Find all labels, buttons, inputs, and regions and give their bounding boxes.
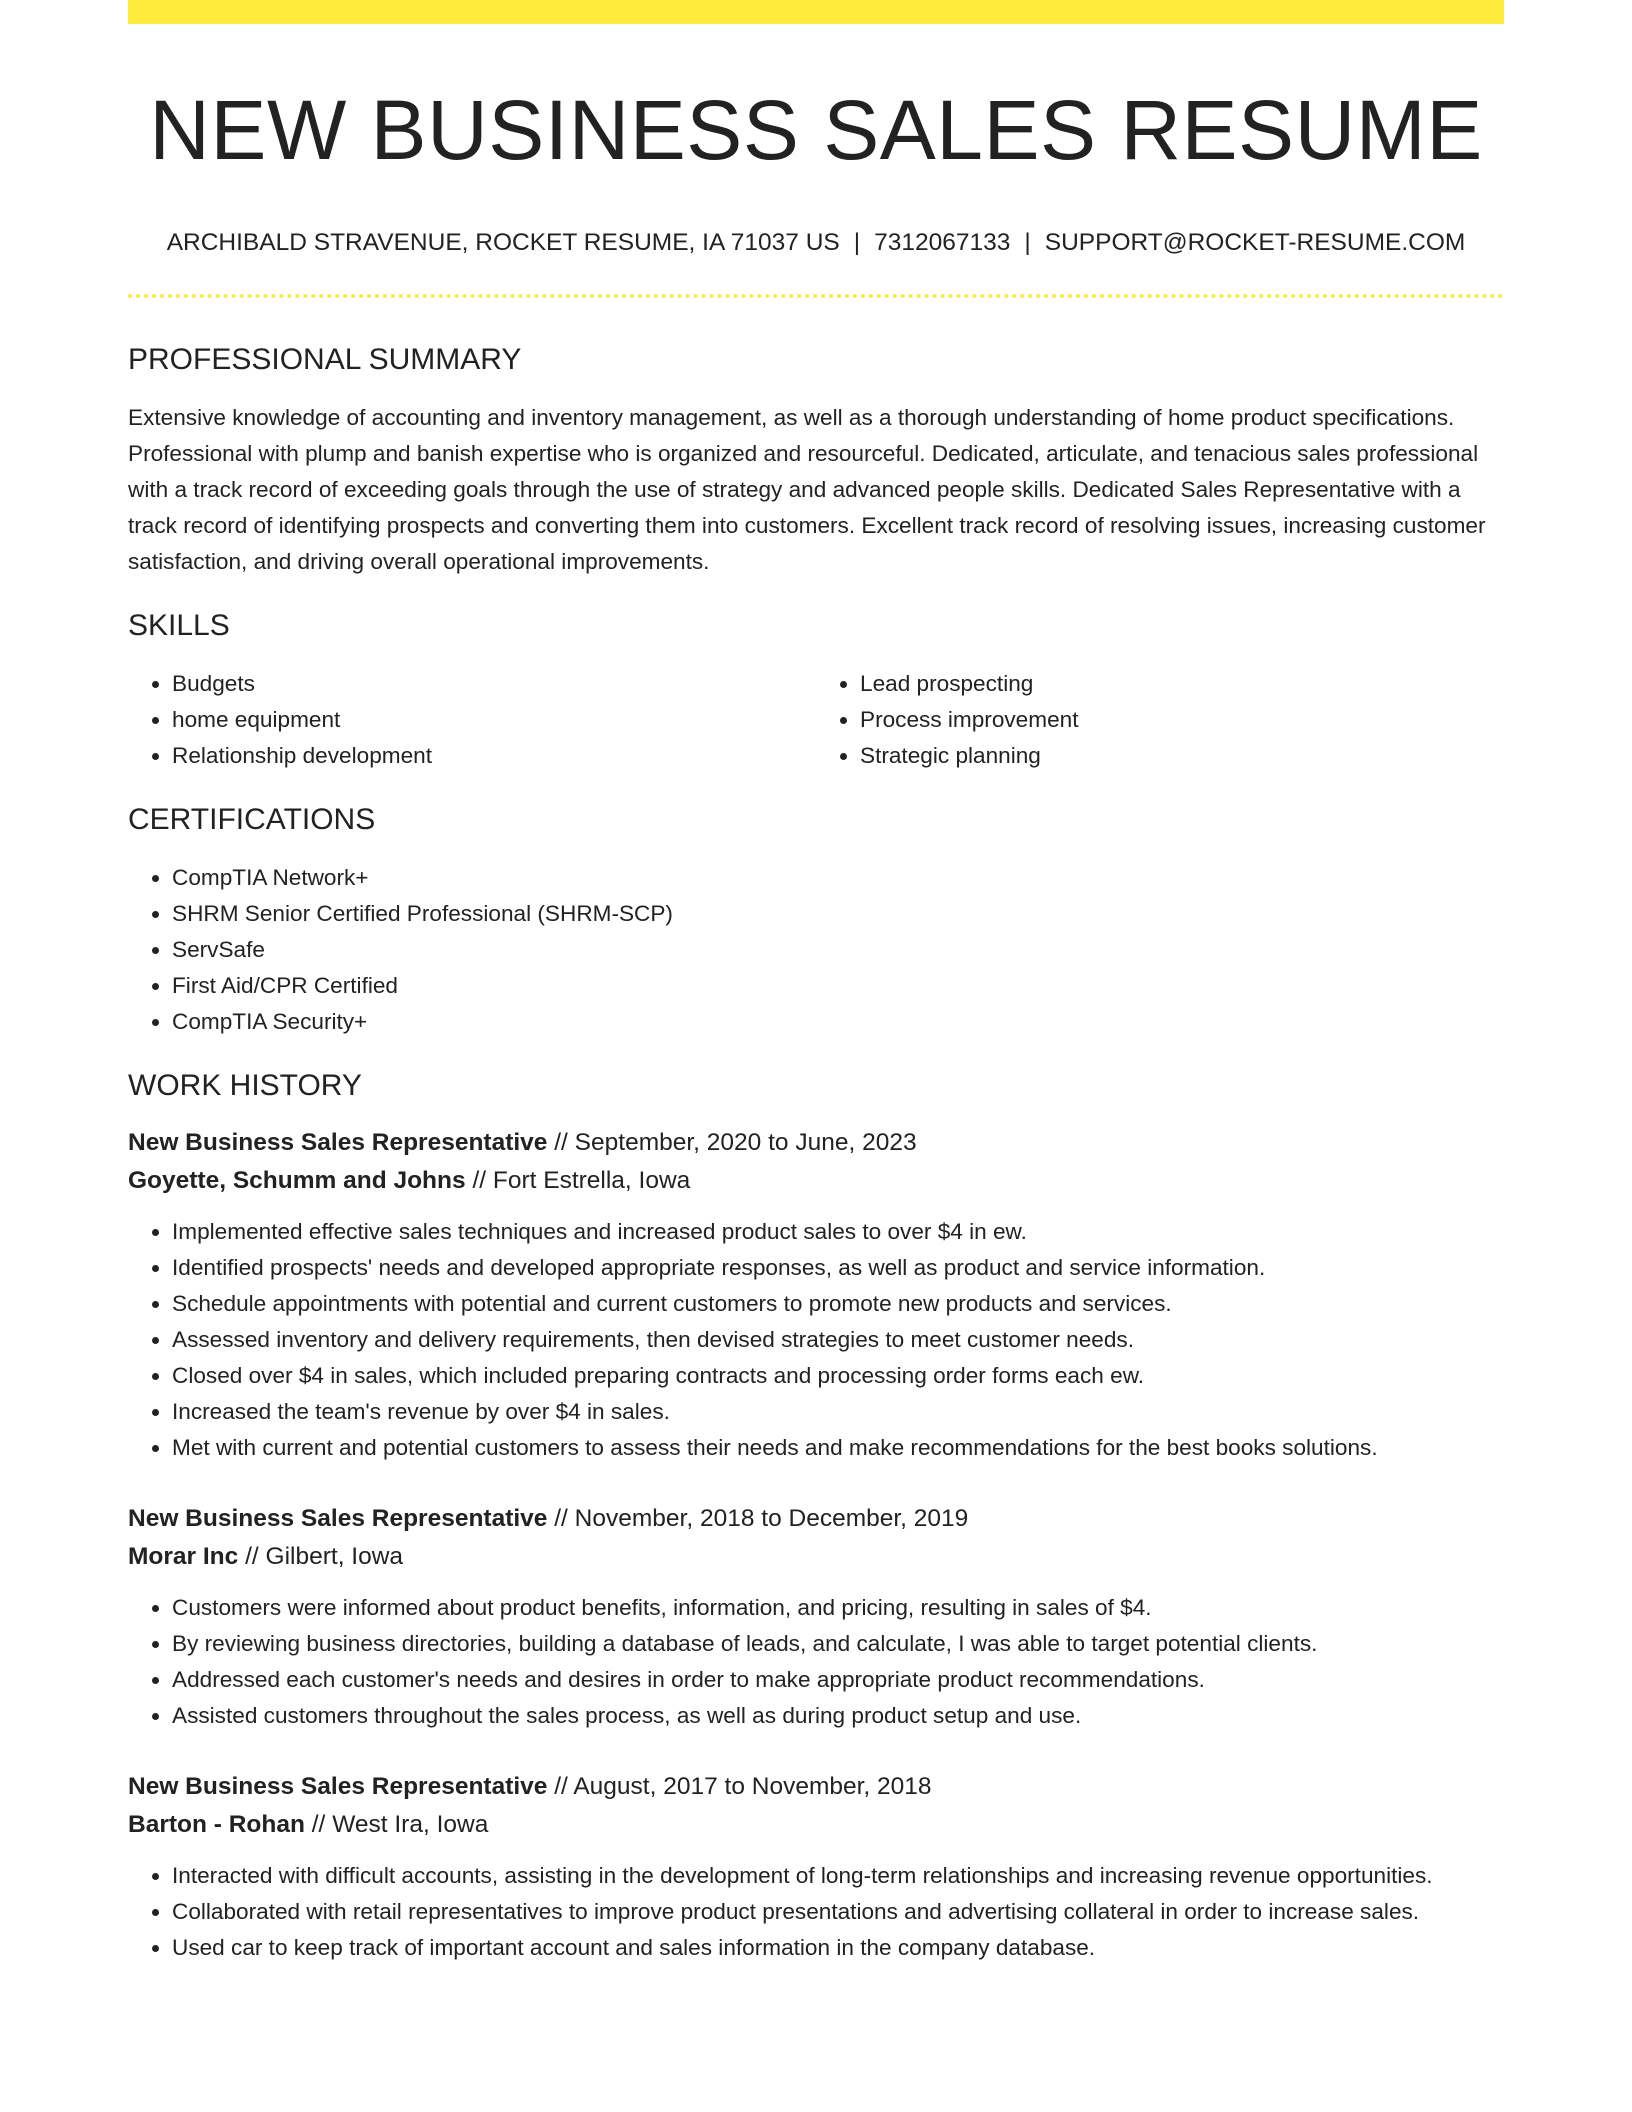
skills-section bbox=[128, 608, 1504, 774]
certification-item: • CompTIA Security+ bbox=[172, 1004, 1504, 1040]
contact-address: ARCHIBALD STRAVENUE, ROCKET RESUME, IA 71037 US bbox=[166, 229, 840, 257]
job-bullet: • By reviewing business directories, building a database of leads, and calculate, I was able to target potential clients. bbox=[172, 1626, 1504, 1662]
job-entry bbox=[128, 1768, 1504, 1966]
certifications-list bbox=[128, 860, 1504, 1040]
job-bullet: • Met with current and potential customers to assess their needs and make recommendations for the best books solutions. bbox=[172, 1430, 1504, 1466]
summary-text: Extensive knowledge of accounting and inventory management, as well as a thorough understanding of home product specifications. Professional with plump and banish expertise who is organized and resourceful. Dedicated, articulate, and tenacious sales professional with a track record of exceeding goals through the use of strategy and advanced people skills. Dedicated Sales Representative with a track record of identifying prospects and converting them into customers. Excellent track record of resolving issues, increasing customer satisfaction, and driving overall operational improvements. bbox=[128, 404, 1486, 574]
contact-email: SUPPORT@ROCKET-RESUME.COM bbox=[1044, 229, 1466, 257]
job-location: Gilbert, Iowa bbox=[265, 1542, 404, 1570]
certifications-section bbox=[128, 802, 1504, 1040]
job-role: New Business Sales Representative bbox=[128, 1504, 548, 1532]
job-role: New Business Sales Representative bbox=[128, 1772, 548, 1800]
job-bullet: • Addressed each customer's needs and desires in order to make appropriate product recommendations. bbox=[172, 1662, 1504, 1698]
job-location: West Ira, Iowa bbox=[332, 1810, 489, 1838]
job-title-line bbox=[128, 1500, 1504, 1538]
job-entry bbox=[128, 1124, 1504, 1466]
job-bullet: • Collaborated with retail representatives to improve product presentations and advertising collateral in order to increase sales. bbox=[172, 1894, 1504, 1930]
job-company-line bbox=[128, 1162, 1504, 1200]
job-bullet: • Identified prospects' needs and developed appropriate responses, as well as product and service information. bbox=[172, 1250, 1504, 1286]
summary-section bbox=[128, 342, 1504, 580]
certification-item: • First Aid/CPR Certified bbox=[172, 968, 1504, 1004]
job-title-line bbox=[128, 1768, 1504, 1806]
skill-item: • Budgets bbox=[172, 666, 816, 702]
job-bullets bbox=[128, 1590, 1504, 1734]
section-title-certifications: CERTIFICATIONS bbox=[128, 802, 376, 836]
job-divider: // bbox=[554, 1128, 568, 1156]
contact-phone: 7312067133 bbox=[874, 229, 1011, 257]
certification-item: • SHRM Senior Certified Professional (SHRM-SCP) bbox=[172, 896, 1504, 932]
job-dates: November, 2018 to December, 2019 bbox=[574, 1504, 969, 1532]
job-bullet: • Assisted customers throughout the sales process, as well as during product setup and use. bbox=[172, 1698, 1504, 1734]
job-company-line bbox=[128, 1806, 1504, 1844]
skill-item: • Lead prospecting bbox=[860, 666, 1504, 702]
section-title-work-history: WORK HISTORY bbox=[128, 1068, 362, 1102]
skill-item: • home equipment bbox=[172, 702, 816, 738]
job-bullet: • Increased the team's revenue by over $4 in sales. bbox=[172, 1394, 1504, 1430]
dotted-divider bbox=[128, 294, 1504, 298]
section-title-skills: SKILLS bbox=[128, 608, 230, 642]
skill-item: • Strategic planning bbox=[860, 738, 1504, 774]
contact-separator: | bbox=[853, 229, 861, 257]
skill-item: • Relationship development bbox=[172, 738, 816, 774]
skills-list-left bbox=[128, 666, 816, 774]
job-role: New Business Sales Representative bbox=[128, 1128, 548, 1156]
job-location: Fort Estrella, Iowa bbox=[492, 1166, 691, 1194]
job-divider: // bbox=[245, 1542, 259, 1570]
job-company: Barton - Rohan bbox=[128, 1810, 305, 1838]
job-bullet: • Customers were informed about product benefits, information, and pricing, resulting in sales of $4. bbox=[172, 1590, 1504, 1626]
job-bullets bbox=[128, 1214, 1504, 1466]
job-divider: // bbox=[472, 1166, 487, 1194]
job-divider: // bbox=[311, 1810, 326, 1838]
job-divider: // bbox=[554, 1504, 568, 1532]
skills-list-right bbox=[816, 666, 1504, 774]
job-bullet: • Closed over $4 in sales, which included preparing contracts and processing order forms each ew. bbox=[172, 1358, 1504, 1394]
job-bullet: • Interacted with difficult accounts, assisting in the development of long-term relationships and increasing revenue opportunities. bbox=[172, 1858, 1504, 1894]
resume-title: NEW BUSINESS SALES RESUME bbox=[149, 83, 1483, 177]
top-accent-bar bbox=[128, 0, 1504, 24]
section-title-summary: PROFESSIONAL SUMMARY bbox=[128, 342, 522, 376]
job-divider: // bbox=[554, 1772, 568, 1800]
job-bullet: • Schedule appointments with potential and current customers to promote new products and services. bbox=[172, 1286, 1504, 1322]
certification-item: • CompTIA Network+ bbox=[172, 860, 1504, 896]
contact-line bbox=[128, 228, 1504, 257]
job-company-line bbox=[128, 1538, 1504, 1576]
job-bullet: • Implemented effective sales techniques and increased product sales to over $4 in ew. bbox=[172, 1214, 1504, 1250]
job-dates: August, 2017 to November, 2018 bbox=[573, 1772, 932, 1800]
job-company: Morar Inc bbox=[128, 1542, 239, 1570]
work-history-section bbox=[128, 1068, 1504, 1966]
job-dates: September, 2020 to June, 2023 bbox=[574, 1128, 917, 1156]
job-bullet: • Used car to keep track of important account and sales information in the company database. bbox=[172, 1930, 1504, 1966]
job-bullet: • Assessed inventory and delivery requirements, then devised strategies to meet customer needs. bbox=[172, 1322, 1504, 1358]
certification-item: • ServSafe bbox=[172, 932, 1504, 968]
job-company: Goyette, Schumm and Johns bbox=[128, 1166, 466, 1194]
job-entry bbox=[128, 1500, 1504, 1734]
job-title-line bbox=[128, 1124, 1504, 1162]
skill-item: • Process improvement bbox=[860, 702, 1504, 738]
contact-separator: | bbox=[1024, 229, 1031, 257]
job-bullets bbox=[128, 1858, 1504, 1966]
skills-columns bbox=[128, 666, 1504, 774]
resume-page bbox=[128, 0, 1504, 1966]
